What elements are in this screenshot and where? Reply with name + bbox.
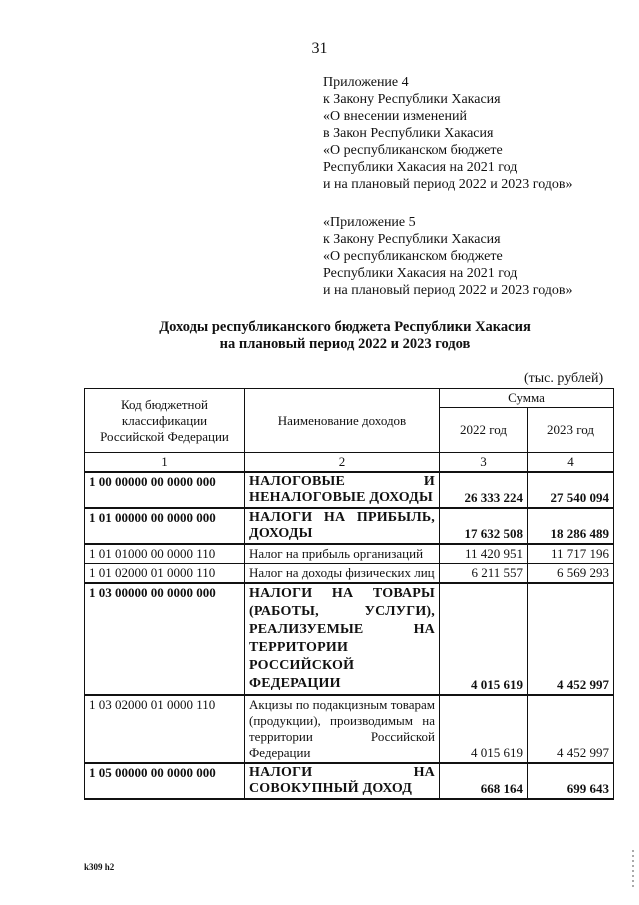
row-value-2022: 17 632 508 (440, 508, 528, 544)
header-year-2023: 2023 год (528, 408, 614, 453)
column-numbers-row (85, 453, 614, 473)
row-value-2023: 18 286 489 (528, 508, 614, 544)
row-value-2022: 4 015 619 (440, 583, 528, 695)
appendix-line: «О внесении изменений (323, 109, 467, 124)
table-row (85, 564, 614, 584)
scan-edge-mark (630, 850, 636, 890)
row-value-2022: 26 333 224 (440, 472, 528, 508)
title-line-2: на плановый период 2022 и 2023 годов (219, 336, 471, 352)
appendix-line: Приложение 4 (323, 75, 409, 90)
appendix-line: и на плановый период 2022 и 2023 годов» (323, 177, 573, 192)
header-sum: Сумма (440, 389, 614, 408)
row-value-2023: 11 717 196 (528, 544, 614, 564)
column-number: 4 (528, 453, 614, 473)
footer-mark: k309 h2 (84, 862, 115, 872)
table-row (85, 472, 614, 508)
row-code: 1 01 02000 01 0000 110 (85, 564, 245, 584)
column-number: 2 (245, 453, 440, 473)
header-code: Код бюджетной классификации Российской Федерации (85, 389, 245, 453)
column-number: 1 (85, 453, 245, 473)
row-value-2023: 699 643 (528, 763, 614, 799)
title-line-1: Доходы республиканского бюджета Республики Хакасия (159, 319, 531, 335)
table-row (85, 508, 614, 544)
row-code: 1 05 00000 00 0000 000 (85, 763, 245, 799)
header-year-2022: 2022 год (440, 408, 528, 453)
appendix-line: Республики Хакасия на 2021 год (323, 266, 518, 281)
row-name: НАЛОГИ НА ТОВАРЫ (РАБОТЫ, УСЛУГИ), РЕАЛИЗУЕМЫЕ НА ТЕРРИТОРИИ РОССИЙСКОЙ ФЕДЕРАЦИИ (245, 583, 440, 695)
appendix-line: к Закону Республики Хакасия (323, 92, 501, 107)
appendix-line: Республики Хакасия на 2021 год (323, 160, 518, 175)
appendix-line: «О республиканском бюджете (323, 249, 503, 264)
row-code: 1 01 01000 00 0000 110 (85, 544, 245, 564)
table-row (85, 544, 614, 564)
row-name: НАЛОГОВЫЕ И НЕНАЛОГОВЫЕ ДОХОДЫ (245, 472, 440, 508)
row-code: 1 00 00000 00 0000 000 (85, 472, 245, 508)
income-table (84, 388, 614, 800)
row-code: 1 01 00000 00 0000 000 (85, 508, 245, 544)
row-code: 1 03 00000 00 0000 000 (85, 583, 245, 695)
appendix-line: «Приложение 5 (323, 215, 416, 230)
appendix-line: и на плановый период 2022 и 2023 годов» (323, 283, 573, 298)
row-value-2023: 27 540 094 (528, 472, 614, 508)
row-name: НАЛОГИ НА СОВОКУПНЫЙ ДОХОД (245, 763, 440, 799)
row-value-2022: 11 420 951 (440, 544, 528, 564)
appendix-line: «О республиканском бюджете (323, 143, 503, 158)
appendix-line: к Закону Республики Хакасия (323, 232, 501, 247)
appendix-header-new (323, 214, 573, 299)
row-value-2023: 6 569 293 (528, 564, 614, 584)
table-header-row (85, 389, 614, 408)
row-value-2023: 4 452 997 (528, 583, 614, 695)
table-row (85, 763, 614, 799)
table-row (85, 695, 614, 763)
table-row (85, 583, 614, 695)
row-name: Налог на доходы физических лиц (245, 564, 440, 584)
row-code: 1 03 02000 01 0000 110 (85, 695, 245, 763)
row-name: Налог на прибыль организаций (245, 544, 440, 564)
row-name: Акцизы по подакцизным товарам (продукции), производимым на территории Российской Федерации (245, 695, 440, 763)
row-value-2022: 668 164 (440, 763, 528, 799)
document-title (0, 319, 639, 353)
appendix-line: в Закон Республики Хакасия (323, 126, 494, 141)
column-number: 3 (440, 453, 528, 473)
row-value-2022: 4 015 619 (440, 695, 528, 763)
units-label: (тыс. рублей) (524, 371, 604, 386)
row-name: НАЛОГИ НА ПРИБЫЛЬ, ДОХОДЫ (245, 508, 440, 544)
page-number: 31 (311, 40, 328, 57)
row-value-2022: 6 211 557 (440, 564, 528, 584)
row-value-2023: 4 452 997 (528, 695, 614, 763)
appendix-header-current (323, 74, 573, 193)
header-name: Наименование доходов (245, 389, 440, 453)
